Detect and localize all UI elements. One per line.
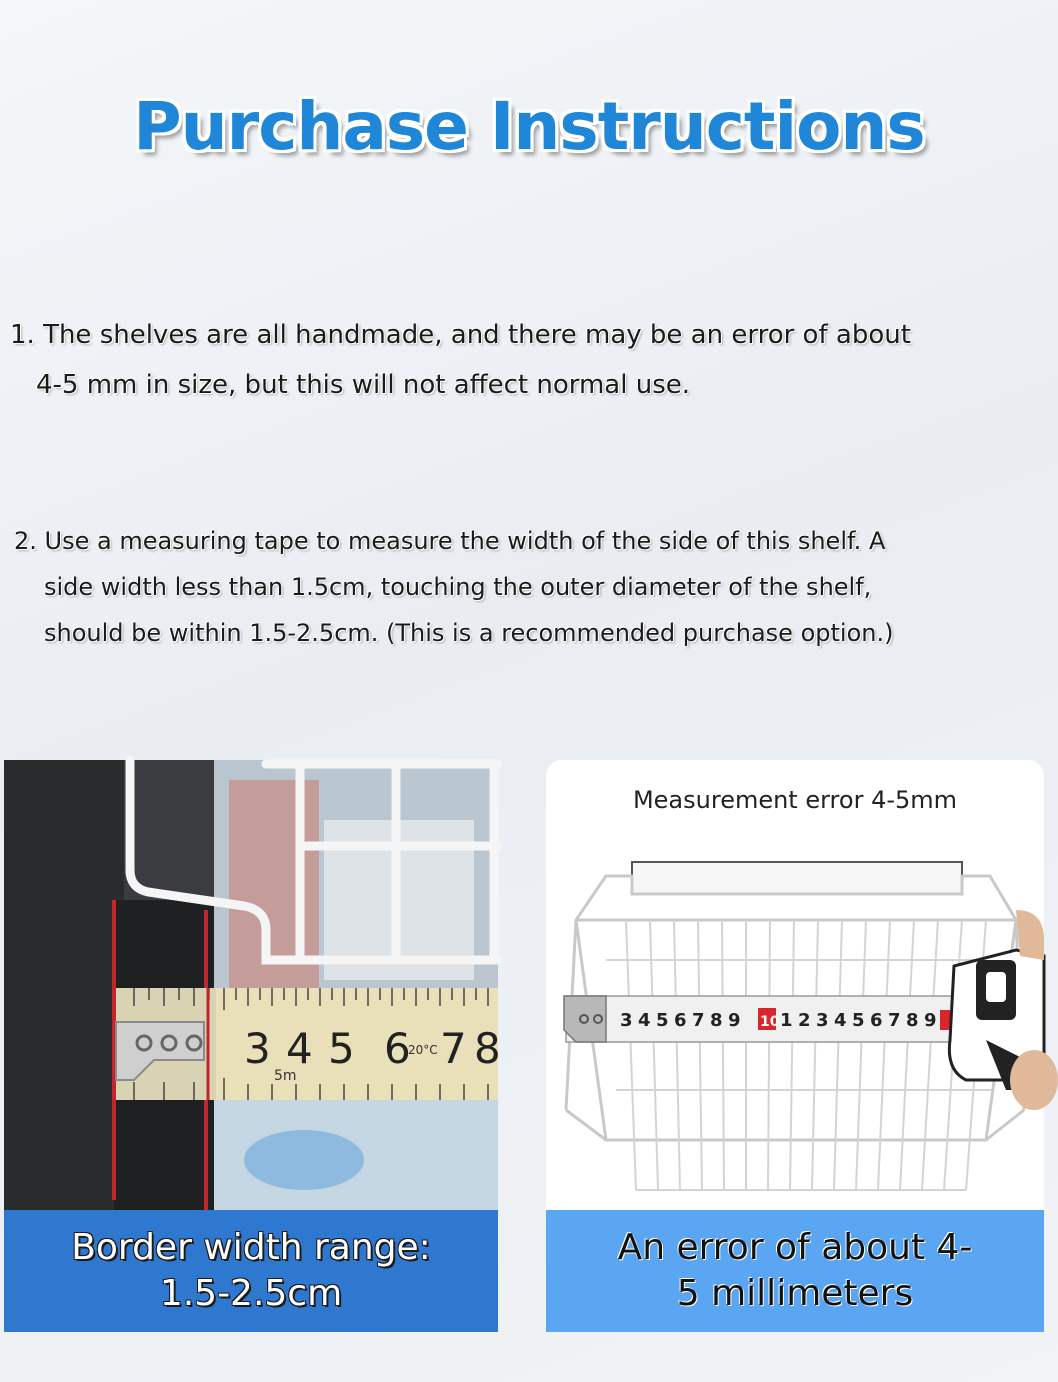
- tape-unit-label: 5m: [274, 1068, 297, 1084]
- tape-number: 6: [870, 1010, 883, 1031]
- tape-number: 10: [760, 1014, 780, 1030]
- instruction-2-line-1: 2. Use a measuring tape to measure the width of the side of this shelf. A: [14, 527, 886, 555]
- tape-number: 4: [286, 1024, 313, 1073]
- measurement-error-label: Measurement error 4-5mm: [632, 786, 958, 814]
- tape-number: 8: [474, 1024, 501, 1073]
- measurement-error-caption-line-2: 5 millimeters: [676, 1273, 914, 1314]
- tape-number: 5: [852, 1010, 865, 1031]
- tape-number: 4: [638, 1010, 651, 1031]
- border-width-caption-line-2: 1.5-2.5cm: [159, 1273, 343, 1314]
- page-title: Purchase Instructions: [133, 88, 925, 165]
- tape-number: 3: [244, 1024, 271, 1073]
- tape-number: 1: [780, 1010, 793, 1031]
- tape-number: 3: [620, 1010, 633, 1031]
- tape-number: 5: [656, 1010, 669, 1031]
- tape-number: 7: [888, 1010, 901, 1031]
- tape-number: 2: [798, 1010, 811, 1031]
- instruction-1: [10, 310, 1050, 410]
- measurement-error-caption-line-1: An error of about 4-: [617, 1227, 973, 1268]
- tape-number: 7: [440, 1024, 467, 1073]
- measurement-error-caption: [546, 1210, 1044, 1332]
- tape-number: 6: [384, 1024, 411, 1073]
- instruction-1-line-2: 4-5 mm in size, but this will not affect normal use.: [36, 370, 690, 400]
- tape-number: 6: [674, 1010, 687, 1031]
- tape-number: 4: [834, 1010, 847, 1031]
- tape-number: 8: [710, 1010, 723, 1031]
- tape-temperature-label: 20°C: [408, 1043, 438, 1057]
- tape-number: 3: [816, 1010, 829, 1031]
- measurement-error-panel: [546, 760, 1044, 1332]
- tape-number: 9: [924, 1010, 937, 1031]
- tape-number: 5: [328, 1024, 355, 1073]
- tape-number: 7: [692, 1010, 705, 1031]
- tape-number: 9: [728, 1010, 741, 1031]
- border-width-caption-line-1: Border width range:: [71, 1227, 431, 1268]
- border-width-caption: [4, 1210, 498, 1332]
- border-width-panel: [4, 760, 501, 1332]
- instruction-1-line-1: 1. The shelves are all handmade, and there may be an error of about: [10, 320, 911, 350]
- instruction-2-line-3: should be within 1.5-2.5cm. (This is a recommended purchase option.): [44, 619, 894, 647]
- tape-number: 8: [906, 1010, 919, 1031]
- instruction-2-line-2: side width less than 1.5cm, touching the outer diameter of the shelf,: [44, 573, 872, 601]
- instruction-2: [14, 518, 1054, 656]
